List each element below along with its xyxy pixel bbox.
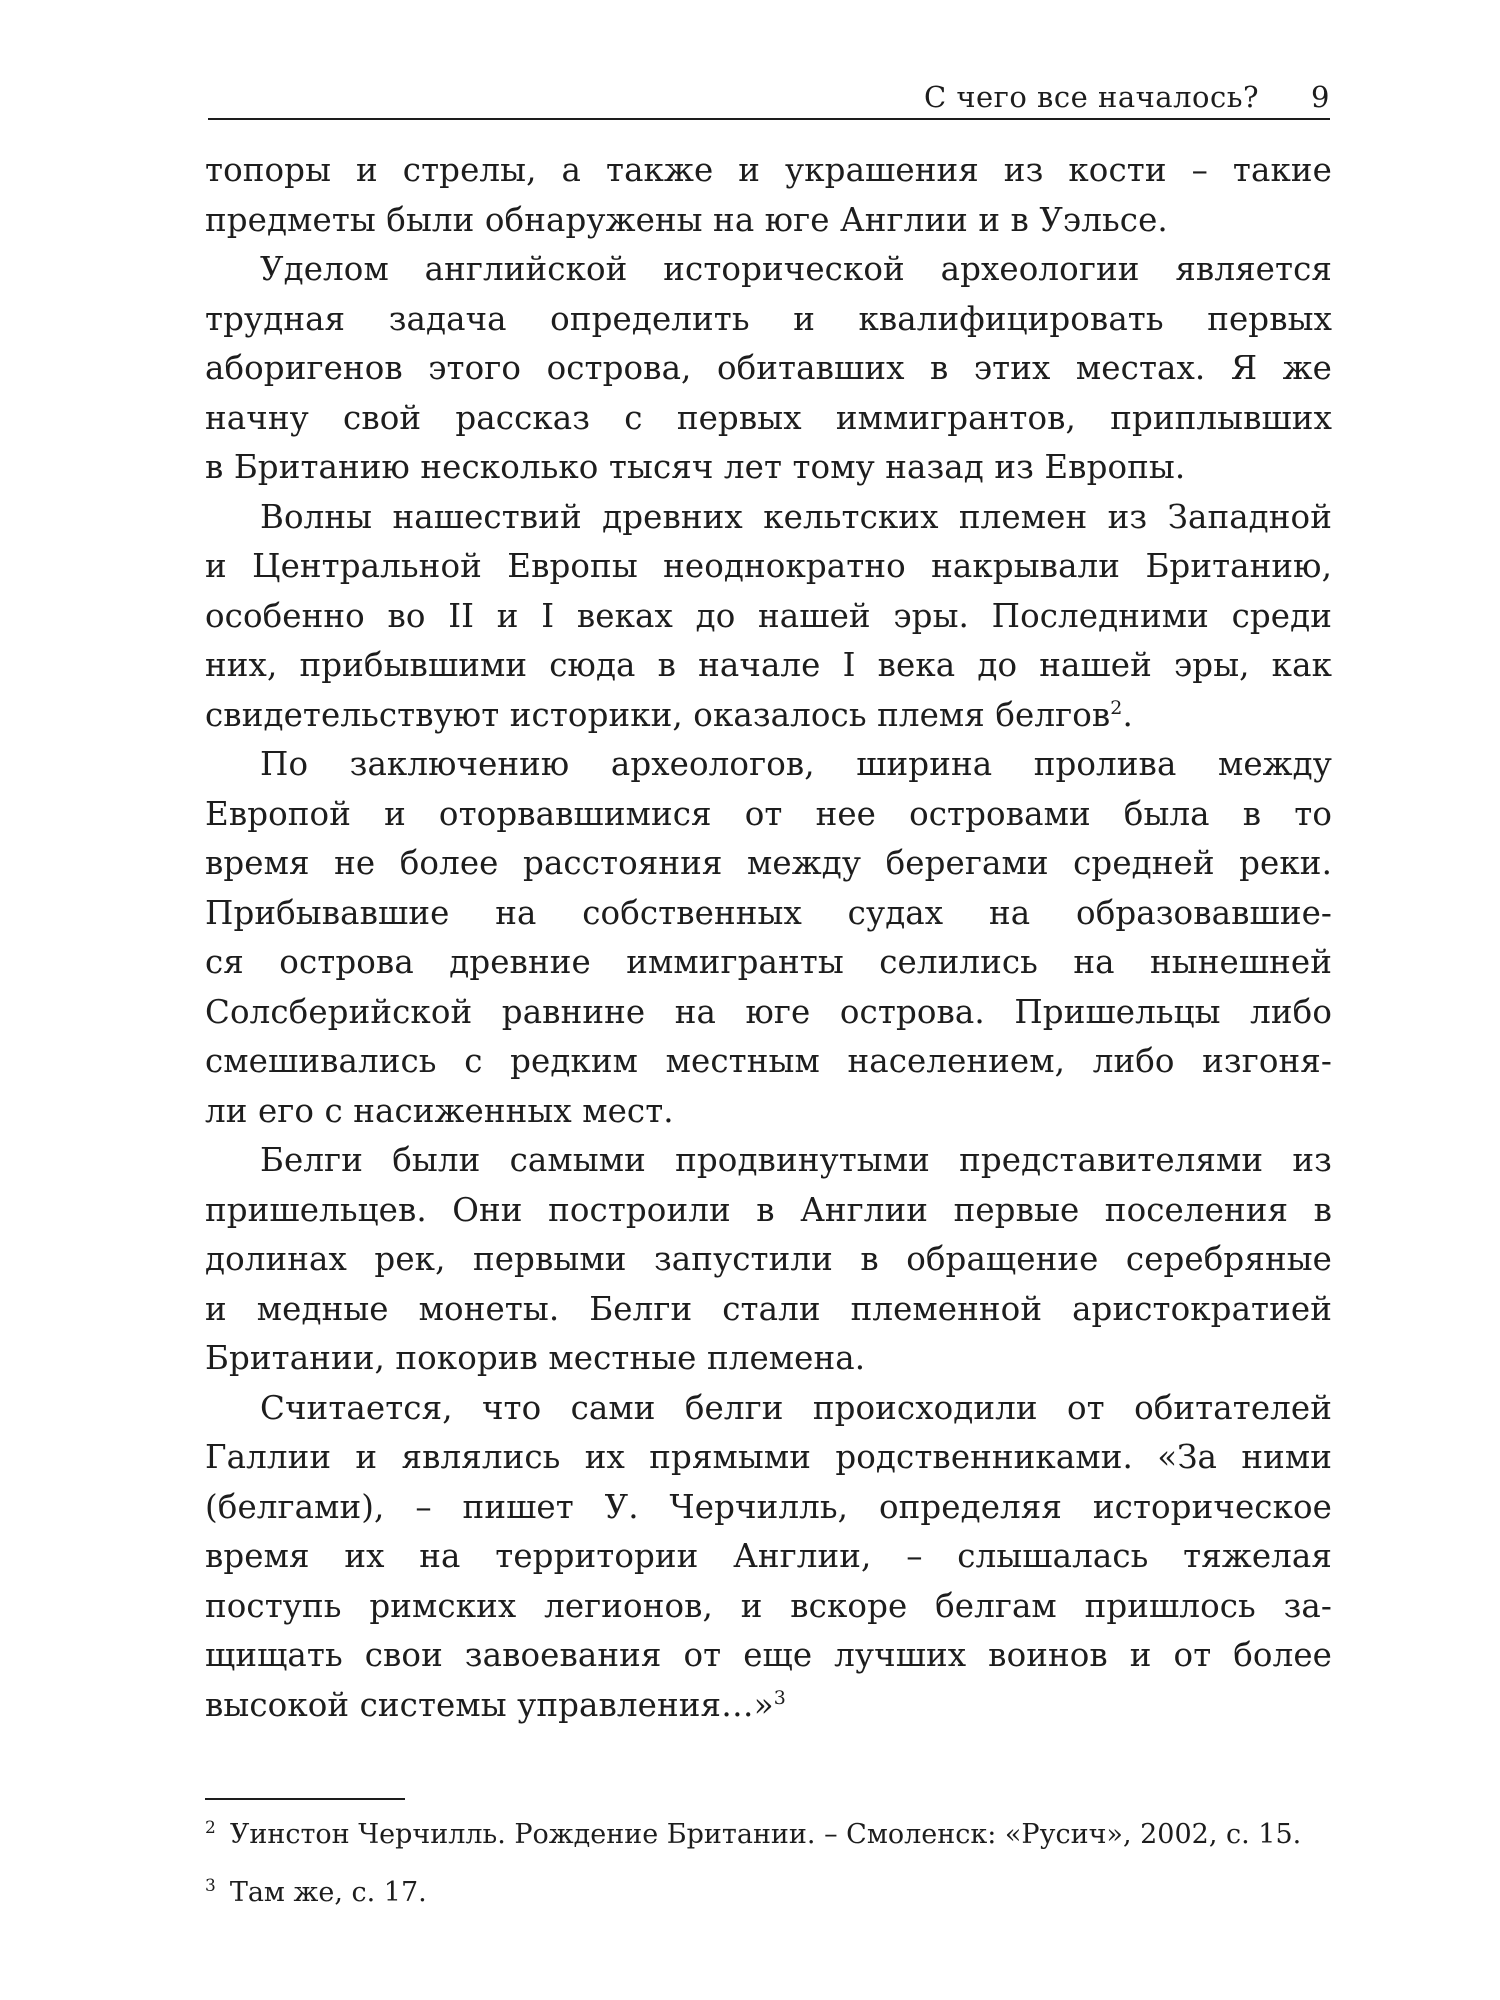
- footnote-text: Уинстон Черчилль. Рождение Британии. – Смоленск: «Русич», 2002, с. 15.: [229, 1819, 1302, 1850]
- text-line: ся острова древние иммигранты селились на нынешней: [205, 943, 1332, 981]
- text-line: время их на территории Англии, – слышалась тяжелая: [205, 1537, 1332, 1575]
- paragraph: [205, 245, 1332, 493]
- text-line: высокой системы управления…»$^3$: [205, 1685, 786, 1724]
- text-line: По заключению археологов, ширина пролива между: [260, 745, 1332, 783]
- text-line: Галлии и являлись их прямыми родственниками. «За ними: [205, 1438, 1332, 1476]
- text-line: Волны нашествий древних кельтских племен из Западной: [260, 497, 1332, 536]
- text-line: Считается, что сами белги происходили от обитателей: [260, 1388, 1332, 1427]
- text-line: ли его с насиженных мест.: [205, 1091, 674, 1130]
- sentence-tail: .: [1122, 695, 1133, 734]
- text-line: начну свой рассказ с первых иммигрантов, приплывших: [205, 398, 1332, 437]
- text-line: Уделом английской исторической археологии является: [260, 250, 1332, 288]
- paragraph: [205, 1136, 1332, 1384]
- footnote: [205, 1815, 1332, 1855]
- header-rule: [208, 118, 1330, 120]
- text-line: (белгами), – пишет У. Черчилль, определяя историческое: [205, 1487, 1332, 1526]
- text-line: и Центральной Европы неоднократно накрывали Британию,: [205, 547, 1332, 585]
- text-line: свидетельствуют историки, оказалось племя белгов$^2$.: [205, 695, 1133, 734]
- text-line: пришельцев. Они построили в Англии первые поселения в: [205, 1190, 1332, 1229]
- text-line: Британии, покорив местные племена.: [205, 1339, 866, 1377]
- footnote: [205, 1873, 1332, 1913]
- text-line: и медные монеты. Белги стали племенной аристократией: [205, 1289, 1332, 1328]
- text-line: смешивались с редким местным населением, либо изгоня-: [205, 1042, 1332, 1080]
- text-line: Европой и оторвавшимися от нее островами была в то: [205, 794, 1332, 833]
- text-line: особенно во II и I веках до нашей эры. Последними среди: [205, 596, 1332, 635]
- footnote-text: Там же, с. 17.: [229, 1877, 427, 1908]
- paragraph: [205, 146, 1332, 245]
- text-line: Белги были самыми продвинутыми представителями из: [260, 1141, 1332, 1179]
- running-header: [208, 58, 1330, 114]
- footnote-reference[interactable]: 3: [773, 1686, 786, 1709]
- footnotes: [205, 1815, 1332, 1931]
- paragraph: [205, 740, 1332, 1136]
- text-line: аборигенов этого острова, обитавших в этих местах. Я же: [205, 349, 1332, 387]
- footnote-mark: 3: [205, 1876, 216, 1896]
- text-line: поступь римских легионов, и вскоре белгам пришлось за-: [205, 1586, 1332, 1625]
- text-line: Прибывавшие на собственных судах на образовавшие-: [205, 893, 1332, 932]
- footnote-rule: [205, 1798, 405, 1800]
- running-title: С чего все началось?: [923, 80, 1260, 114]
- text-line: предметы были обнаружены на юге Англии и в Уэльсе.: [205, 200, 1168, 239]
- text-line: щищать свои завоевания от еще лучших воинов и от более: [205, 1636, 1332, 1674]
- page-number: 9: [1311, 80, 1330, 114]
- text-line: трудная задача определить и квалифицировать первых: [205, 299, 1332, 338]
- text-line: Солсберийской равнине на юге острова. Пришельцы либо: [205, 992, 1332, 1031]
- body-text: [205, 146, 1332, 1730]
- paragraph: [205, 493, 1332, 741]
- text-line: время не более расстояния между берегами средней реки.: [205, 844, 1332, 882]
- text-line: в Британию несколько тысяч лет тому назад из Европы.: [205, 448, 1186, 486]
- footnote-reference[interactable]: 2: [1110, 696, 1123, 719]
- paragraph: [205, 1384, 1332, 1731]
- text-line: долинах рек, первыми запустили в обращение серебряные: [205, 1240, 1332, 1278]
- footnote-mark: 2: [205, 1818, 216, 1838]
- text-line: топоры и стрелы, а также и украшения из кости – такие: [205, 151, 1332, 189]
- text-line: них, прибывшими сюда в начале I века до нашей эры, как: [205, 646, 1332, 684]
